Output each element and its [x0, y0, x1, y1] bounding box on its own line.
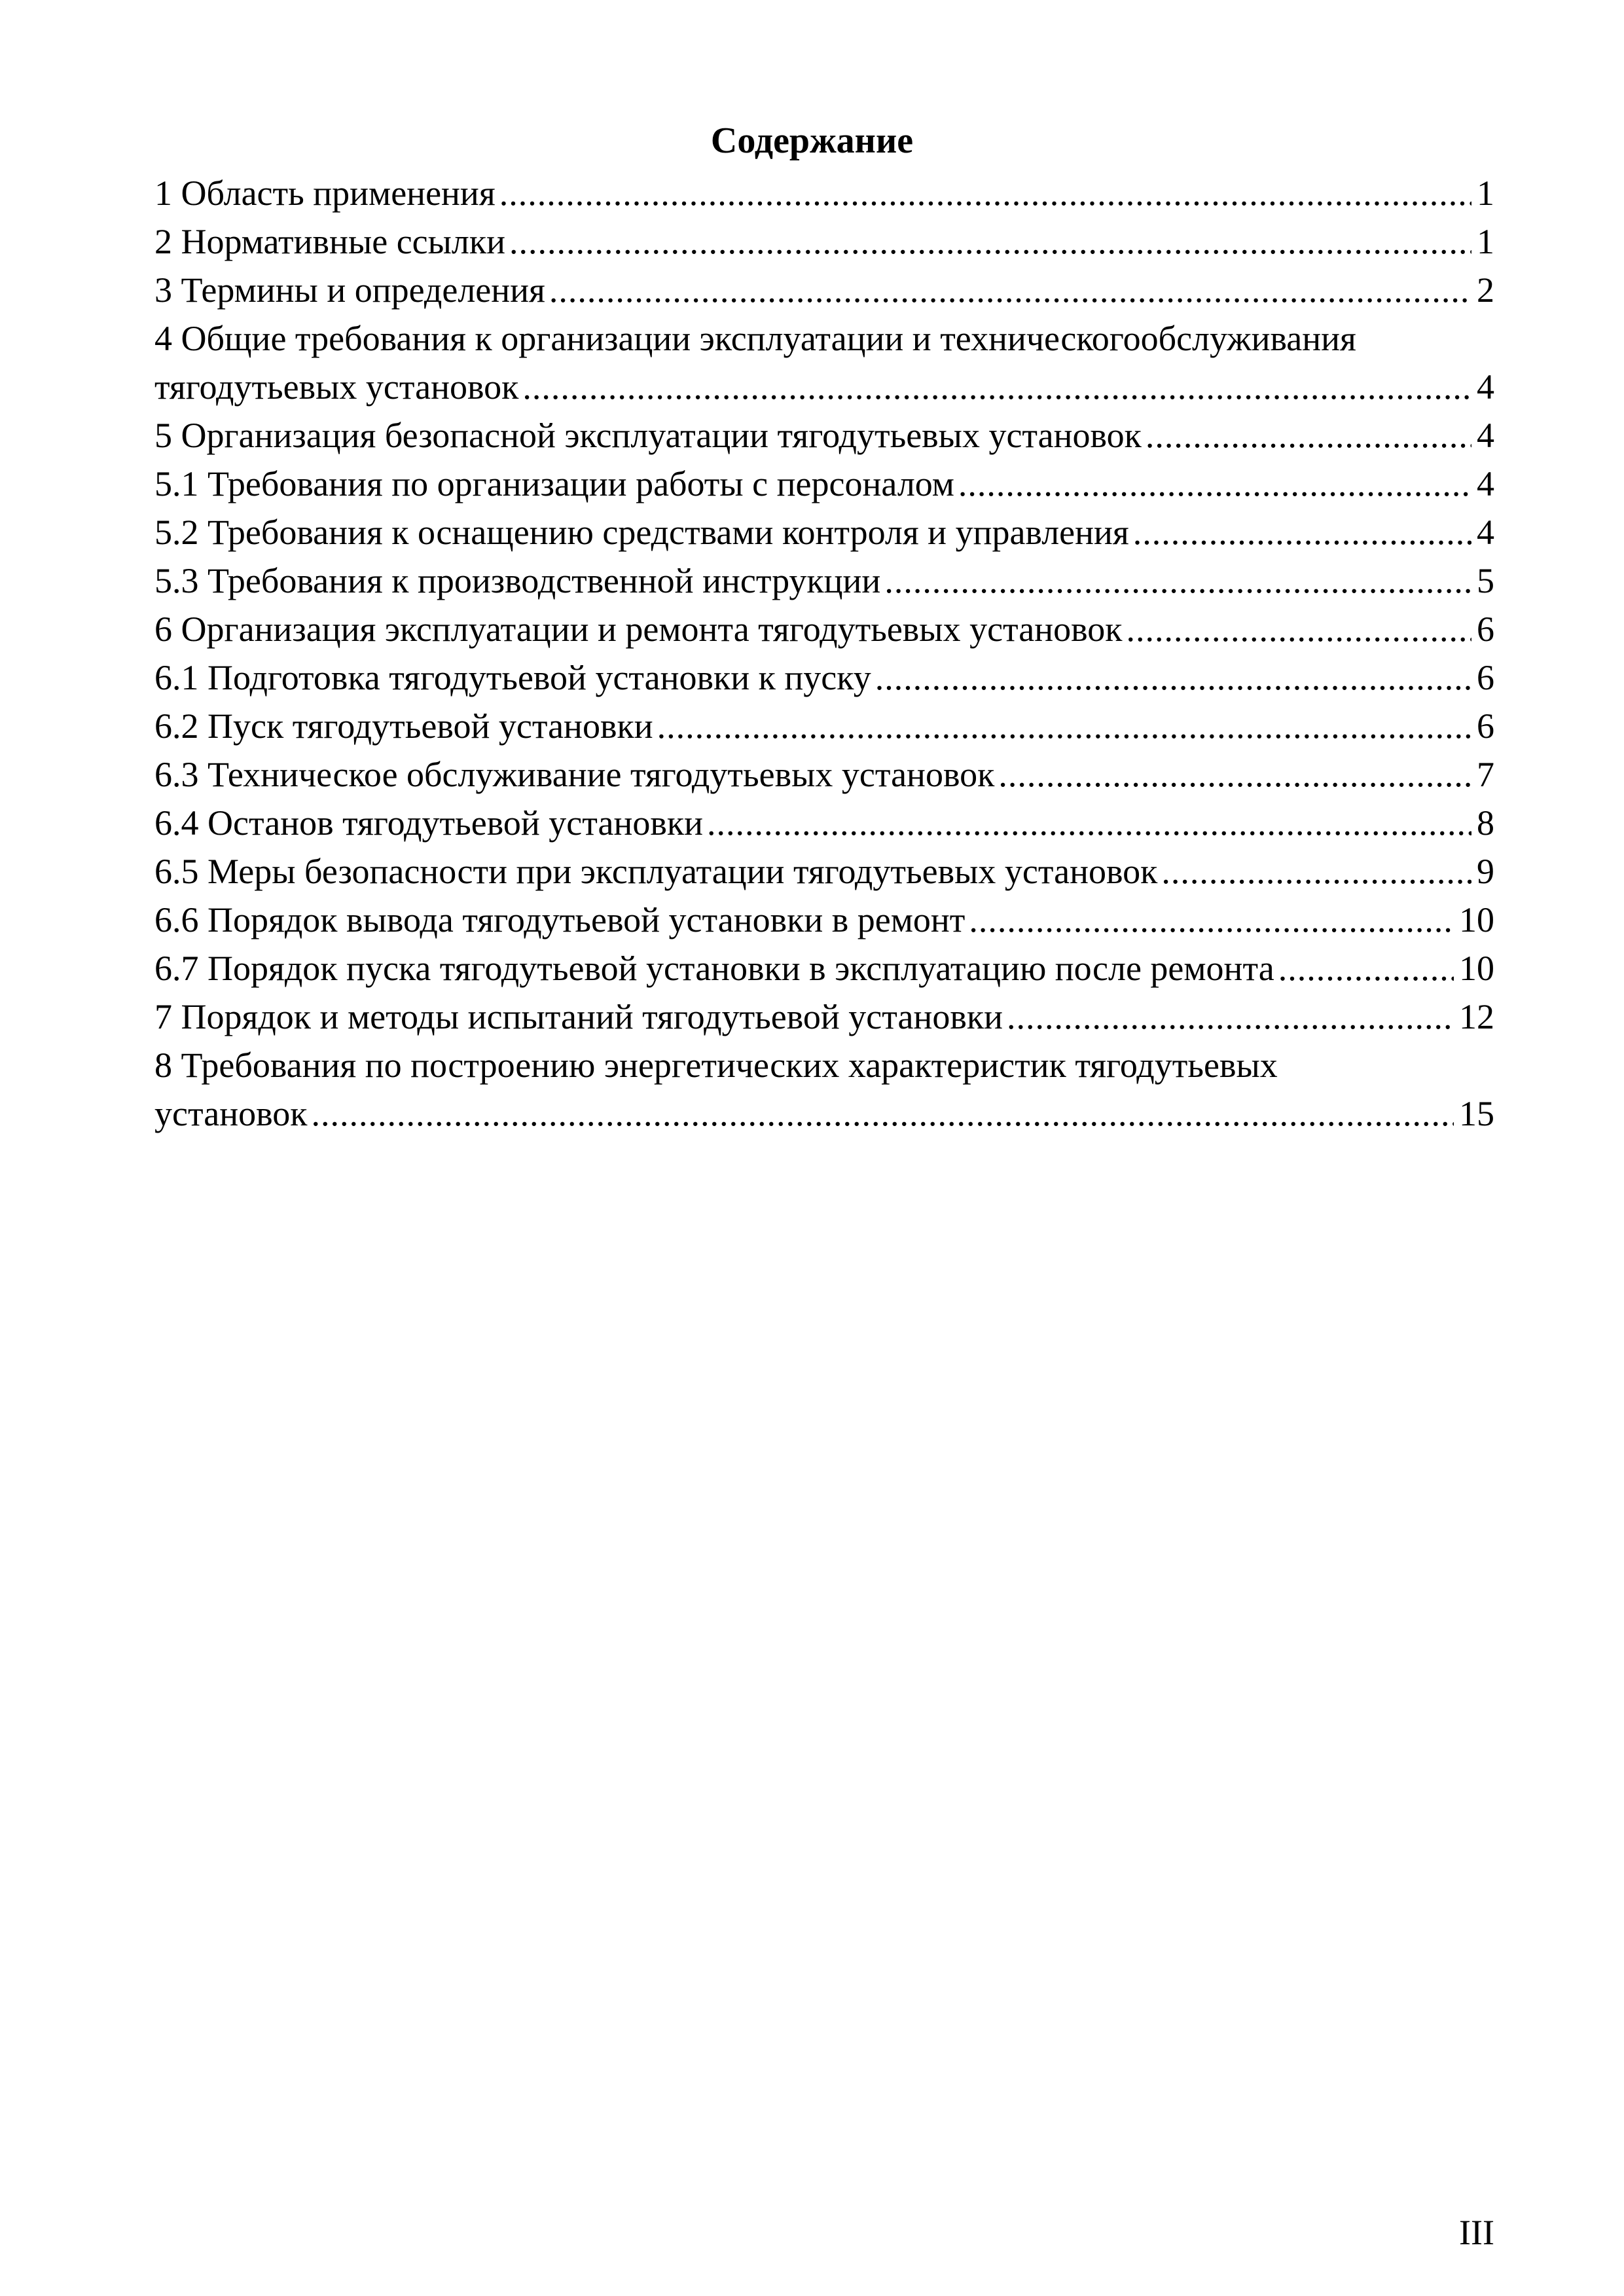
toc-entry — [154, 653, 1494, 702]
toc-entry-text: 6 Организация эксплуатации и ремонта тягодутьевых установок — [154, 610, 1123, 649]
dot-leader — [969, 896, 1454, 944]
toc-entry-text: 2 Нормативные ссылки — [154, 222, 505, 261]
toc-entry-page: 2 — [1477, 270, 1494, 310]
toc-entry — [154, 605, 1494, 653]
toc-entry — [154, 750, 1494, 799]
toc-entry — [154, 460, 1494, 508]
toc-entry-text: 3 Термины и определения — [154, 270, 545, 310]
page-number: III — [1459, 2213, 1494, 2252]
toc-entry-text: 7 Порядок и методы испытаний тягодутьевой установки — [154, 997, 1003, 1036]
toc-entry-page: 8 — [1477, 803, 1494, 843]
dot-leader — [549, 266, 1471, 314]
toc-entry-text: 6.4 Останов тягодутьевой установки — [154, 803, 703, 843]
toc-entry-line — [154, 460, 1494, 508]
dot-leader — [1146, 411, 1471, 460]
toc-entry-line — [154, 1089, 1494, 1138]
toc-entry-text: тягодутьевых установок — [154, 367, 519, 407]
toc-entry — [154, 508, 1494, 556]
table-of-contents — [154, 169, 1494, 1138]
toc-entry-text: 6.1 Подготовка тягодутьевой установки к пуску — [154, 658, 871, 697]
toc-entry-line — [154, 266, 1494, 314]
toc-entry-line — [154, 944, 1494, 993]
toc-entry-text: 6.5 Меры безопасности при эксплуатации тягодутьевых установок — [154, 852, 1158, 891]
toc-entry — [154, 702, 1494, 750]
toc-entry-text: 5.3 Требования к производственной инструкции — [154, 561, 881, 600]
dot-leader — [499, 169, 1471, 217]
toc-entry-page: 9 — [1477, 852, 1494, 891]
toc-entry-text: 5.1 Требования по организации работы с персоналом — [154, 464, 954, 503]
toc-entry-line — [154, 799, 1494, 847]
toc-entry-page: 4 — [1477, 367, 1494, 407]
toc-entry-line — [154, 750, 1494, 799]
toc-entry — [154, 799, 1494, 847]
toc-entry-line — [154, 702, 1494, 750]
toc-entry-first-line: 4 Общие требования к организации эксплуатации и техническогообслуживания — [154, 319, 1356, 358]
dot-leader — [311, 1089, 1454, 1138]
toc-entry-page: 6 — [1477, 610, 1494, 649]
toc-entry-line — [154, 363, 1494, 411]
dot-leader — [657, 702, 1471, 750]
toc-entry-page: 12 — [1459, 997, 1494, 1036]
dot-leader — [1161, 847, 1471, 896]
toc-entry-page: 4 — [1477, 416, 1494, 455]
toc-entry — [154, 314, 1494, 411]
dot-leader — [1127, 605, 1471, 653]
toc-entry-page: 4 — [1477, 464, 1494, 503]
toc-entry-line — [154, 217, 1494, 266]
toc-entry-text: 1 Область применения — [154, 173, 496, 213]
toc-entry-page: 1 — [1477, 222, 1494, 261]
dot-leader — [707, 799, 1471, 847]
toc-entry — [154, 217, 1494, 266]
toc-title: Содержание — [710, 120, 914, 161]
toc-entry — [154, 847, 1494, 896]
toc-entry-line — [154, 508, 1494, 556]
dot-leader — [875, 653, 1471, 702]
toc-entry-line — [154, 411, 1494, 460]
dot-leader — [958, 460, 1471, 508]
dot-leader — [1278, 944, 1454, 993]
toc-entry — [154, 1041, 1494, 1138]
toc-entry-page: 6 — [1477, 706, 1494, 746]
toc-entry-page: 1 — [1477, 173, 1494, 213]
toc-entry-text: 6.2 Пуск тягодутьевой установки — [154, 706, 653, 746]
toc-entry — [154, 896, 1494, 944]
toc-entry-text: 6.7 Порядок пуска тягодутьевой установки в эксплуатацию после ремонта — [154, 949, 1274, 988]
toc-entry-line — [154, 605, 1494, 653]
dot-leader — [522, 363, 1471, 411]
dot-leader — [509, 217, 1471, 266]
toc-entry-text: 5.2 Требования к оснащению средствами контроля и управления — [154, 513, 1129, 552]
toc-entry-text: 5 Организация безопасной эксплуатации тягодутьевых установок — [154, 416, 1142, 455]
toc-entry-line — [154, 847, 1494, 896]
toc-entry-page: 6 — [1477, 658, 1494, 697]
toc-entry-text: 6.6 Порядок вывода тягодутьевой установки в ремонт — [154, 900, 965, 939]
toc-entry-first-line: 8 Требования по построению энергетических характеристик тягодутьевых — [154, 1046, 1278, 1085]
toc-entry — [154, 169, 1494, 217]
dot-leader — [884, 556, 1471, 605]
toc-entry — [154, 411, 1494, 460]
toc-entry-line — [154, 556, 1494, 605]
toc-entry-line — [154, 169, 1494, 217]
toc-entry-page: 10 — [1459, 900, 1494, 939]
dot-leader — [1133, 508, 1471, 556]
dot-leader — [1007, 993, 1454, 1041]
toc-entry-text: установок — [154, 1094, 308, 1133]
toc-entry — [154, 556, 1494, 605]
toc-entry-page: 10 — [1459, 949, 1494, 988]
toc-entry-page: 7 — [1477, 755, 1494, 794]
toc-entry-line — [154, 653, 1494, 702]
toc-entry-line — [154, 896, 1494, 944]
dot-leader — [998, 750, 1471, 799]
toc-entry — [154, 266, 1494, 314]
toc-entry — [154, 944, 1494, 993]
toc-entry-page: 5 — [1477, 561, 1494, 600]
toc-entry-page: 15 — [1459, 1094, 1494, 1133]
toc-entry-text: 6.3 Техническое обслуживание тягодутьевых установок — [154, 755, 995, 794]
toc-entry-page: 4 — [1477, 513, 1494, 552]
toc-entry-line — [154, 993, 1494, 1041]
toc-entry — [154, 993, 1494, 1041]
